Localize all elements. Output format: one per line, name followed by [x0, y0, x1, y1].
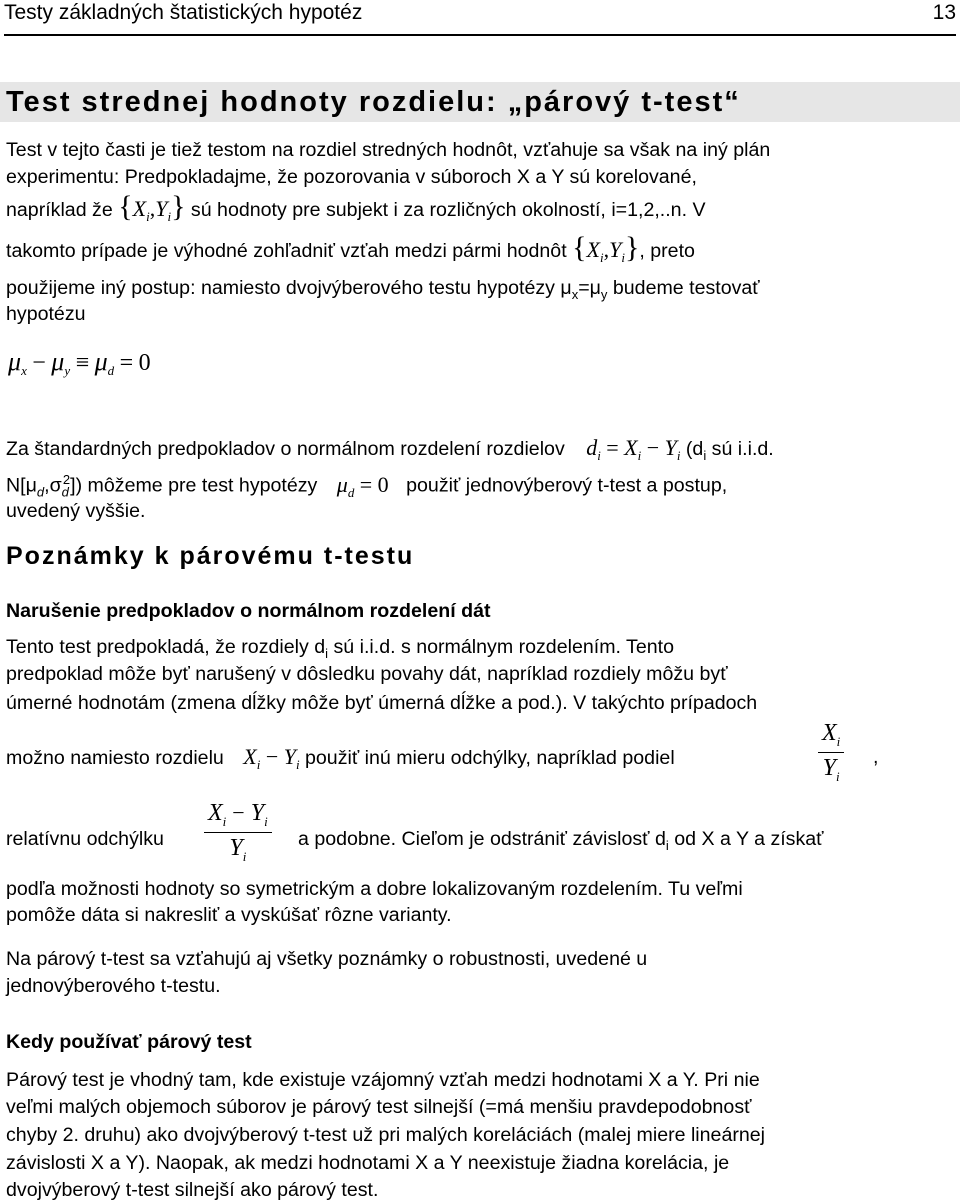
- subscript-d: d: [61, 484, 69, 500]
- page-header: [4, 0, 956, 36]
- header-title: Testy základných štatistických hypotéz: [4, 1, 363, 24]
- sub2-line-5: dvojvýberový t-test silnejší ako párový test.: [6, 1179, 379, 1201]
- sub1-line-5-text-b: a podobne. Cieľom je odstrániť závislosť d: [298, 828, 666, 850]
- para3-line-1: Na párový t-test sa vzťahujú aj všetky poznámky o robustnosti, uvedené u: [6, 948, 648, 970]
- sub1-line-7: pomôže dáta si nakresliť a vyskúšať rôzne varianty.: [6, 904, 452, 926]
- para2-line-2-text-d: použiť jednovýberový t-test a postup,: [406, 474, 728, 497]
- sub1-line-3: úmerné hodnotám (zmena dĺžky môže byť úmerná dĺžke a pod.). V takýchto prípadoch: [6, 692, 758, 714]
- subsection-title-when: Kedy používať párový test: [6, 1031, 252, 1053]
- hypothesis-formula: $\mu_x - \mu_y \equiv \mu_d = 0$: [8, 347, 151, 378]
- para2-line-2-text-b: ,σ: [44, 474, 62, 497]
- sub1-line-1-text-a: Tento test predpokladá, že rozdiely d: [6, 636, 326, 658]
- sub1-line-2: predpoklad môže byť narušený v dôsledku povahy dát, napríklad rozdiely môžu byť: [6, 663, 728, 685]
- section-title-main: Test strednej hodnoty rozdielu: „párový t-test“: [0, 82, 960, 122]
- intro-line-1: Test v tejto časti je tiež testom na rozdiel stredných hodnôt, vzťahuje sa však na iný plán: [6, 139, 771, 161]
- intro-line-4-text-a: takomto prípade je výhodné zohľadniť vzťah medzi pármi hodnôt: [6, 240, 567, 262]
- intro-line-3: [6, 190, 706, 229]
- sub2-line-4: závislosti X a Y). Naopak, ak medzi hodnotami X a Y neexistuje žiadna korelácia, je: [6, 1152, 730, 1174]
- intro-line-6: hypotézu: [6, 303, 86, 325]
- subscript-i: i: [325, 645, 329, 661]
- sub1-line-4: [6, 745, 675, 777]
- para3-line-2: jednovýberového t-testu.: [6, 975, 221, 997]
- intro-line-5: [6, 276, 760, 307]
- subscript-i: i: [665, 837, 669, 853]
- sub2-line-2: veľmi malých objemoch súborov je párový test silnejší (=má menšiu pravdepodobnosť: [6, 1096, 752, 1118]
- para2-line-2-text-c: ]) môžeme pre test hypotézy: [70, 474, 318, 497]
- intro-line-4-text-b: , preto: [639, 240, 695, 262]
- intro-line-5-text-b: =μ: [578, 277, 601, 299]
- subscript-x: x: [571, 286, 579, 302]
- section-title-notes: Poznámky k párovému t-testu: [6, 542, 415, 570]
- sub1-line-4-comma: ,: [873, 746, 879, 768]
- intro-line-2: experimentu: Predpokladajme, že pozorovania v súboroch X a Y sú korelované,: [6, 166, 697, 188]
- para2-line-1-text-b: (d: [685, 438, 704, 460]
- sub1-line-5-a: relatívnu odchýlku: [6, 828, 164, 850]
- intro-line-4: [6, 231, 695, 270]
- subsection-title-normality: Narušenie predpokladov o normálnom rozdelení dát: [6, 600, 491, 622]
- formula-difference-xy: $X_i - Y_i$: [243, 744, 300, 772]
- para2-line-3: uvedený vyššie.: [6, 500, 146, 522]
- sub1-line-4-text-b: použiť inú mieru odchýlky, napríklad podiel: [305, 747, 675, 769]
- para2-line-1: [6, 436, 774, 468]
- formula-pair-set: $\{X_i,Y_i\}$: [572, 231, 640, 265]
- fraction-ratio: $\frac{X_i}{Y_i}$: [818, 720, 844, 785]
- formula-mu-d-zero: $\mu_d = 0$: [336, 471, 389, 500]
- sub2-line-1: Párový test je vhodný tam, kde existuje vzájomný vzťah medzi hodnotami X a Y. Pri nie: [6, 1069, 760, 1091]
- intro-line-5-text-a: použijeme iný postup: namiesto dvojvýberového testu hypotézy μ: [6, 277, 572, 299]
- page-number: 13: [932, 1, 956, 24]
- sub1-line-4-text-a: možno namiesto rozdielu: [6, 747, 224, 769]
- sub1-line-5-text-c: od X a Y a získať: [674, 828, 824, 850]
- subscript-d: d: [36, 484, 45, 500]
- para2-line-2-text-a: N[μ: [6, 474, 37, 497]
- sub2-line-3: chyby 2. druhu) ako dvojvýberový t-test už pri malých koreláciách (malej miere lineárnej: [6, 1124, 766, 1146]
- formula-difference: $d_i = X_i - Y_i$: [586, 435, 681, 463]
- superscript-2: 2: [62, 472, 71, 487]
- para2-line-1-text-c: sú i.i.d.: [711, 438, 774, 460]
- subscript-y: y: [600, 286, 608, 302]
- intro-line-3-text-b: sú hodnoty pre subjekt i za rozličných okolností, i=1,2,..n. V: [190, 199, 706, 221]
- formula-pair-set: $\{X_i,Y_i\}$: [118, 190, 186, 224]
- intro-line-5-text-c: budeme testovať: [612, 277, 760, 299]
- intro-line-3-text-a: napríklad že: [6, 199, 113, 221]
- fraction-relative: $\frac{X_i - Y_i}{Y_i}$: [204, 800, 272, 865]
- para2-line-1-text-a: Za štandardných predpokladov o normálnom rozdelení rozdielov: [6, 438, 565, 460]
- sub1-line-1-text-b: sú i.i.d. s normálnym rozdelením. Tento: [333, 636, 674, 658]
- subscript-i: i: [703, 447, 707, 463]
- sub1-line-6: podľa možnosti hodnoty so symetrickým a dobre lokalizovaným rozdelením. Tu veľmi: [6, 878, 743, 900]
- sub1-line-5-b: [298, 827, 824, 858]
